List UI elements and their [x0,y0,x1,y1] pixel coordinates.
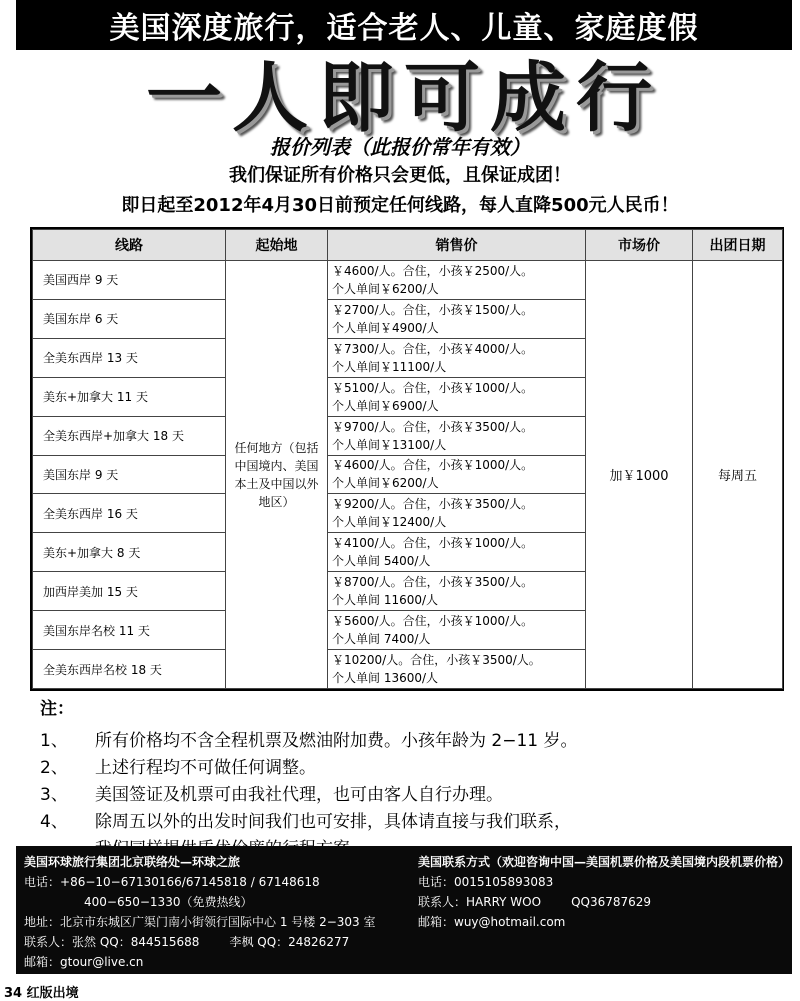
contact-label: 联系人： [418,895,467,909]
price-shared: ￥4600/人。合住，小孩￥1000/人。 [332,458,534,473]
contact-qq: QQ36787629 [571,895,652,909]
price-single: 个人单间￥13100/人 [332,437,447,452]
note-item [40,752,780,779]
note-number: 4、 [40,812,68,832]
contact-person: HARRY WOO [466,895,542,909]
price-shared: ￥9700/人。合住，小孩￥3500/人。 [332,419,534,434]
contact-person-1: 张然 QQ：844515688 [72,935,200,949]
table-row [33,261,783,300]
price-single: 个人单间 13600/人 [332,671,439,686]
route-cell: 全美东西岸+加拿大 18 天 [33,416,226,455]
page-number: 34 [4,986,23,1001]
contact-beijing [24,852,404,972]
banner-title: 美国深度旅行，适合老人、儿童、家庭度假 [109,11,699,46]
phone-value: 0015105893083 [454,875,554,889]
route-cell: 加西岸美加 15 天 [33,572,226,611]
address-label: 地址： [24,915,61,929]
price-shared: ￥10200/人。合住，小孩￥3500/人。 [332,653,541,668]
header-departure: 出团日期 [693,230,783,261]
hotline: 400−650−1330（免费热线） [84,895,253,909]
price-single: 个人单间￥6200/人 [332,281,439,296]
promise-line: 我们保证所有价格只会更低，且保证成团！ [229,165,571,186]
header-price: 销售价 [328,230,586,261]
phone-label: 电话： [418,875,455,889]
phone-label: 电话： [24,875,61,889]
price-shared: ￥4600/人。合住，小孩￥2500/人。 [332,263,534,278]
price-shared: ￥7300/人。合住，小孩￥4000/人。 [332,341,534,356]
notes-heading: 注： [40,699,74,719]
price-cell [328,261,586,300]
departure-cell: 每周五 [693,261,783,689]
note-item [40,806,780,833]
price-shared: ￥5600/人。合住，小孩￥1000/人。 [332,614,534,629]
address-value: 北京市东城区广渠门南小街领行国际中心 1 号楼 2−303 室 [60,915,376,929]
email-label: 邮箱： [418,915,455,929]
price-shared: ￥5100/人。合住，小孩￥1000/人。 [332,380,534,395]
phone-line [418,872,788,892]
note-text: 上述行程均不可做任何调整。 [95,758,316,778]
price-cell [328,611,586,650]
note-text: 所有价格均不含全程机票及燃油附加费。小孩年龄为 2−11 岁。 [95,731,578,751]
price-cell [328,650,586,689]
price-cell [328,299,586,338]
route-cell: 美东+加拿大 8 天 [33,533,226,572]
route-cell: 全美东西岸 13 天 [33,338,226,377]
route-cell: 美国东岸名校 11 天 [33,611,226,650]
price-single: 个人单间 11600/人 [332,593,439,608]
note-number: 2、 [40,758,68,778]
email-link[interactable]: gtour@live.cn [60,955,144,969]
contact-person-line [24,932,404,952]
price-cell [328,494,586,533]
phone-line [24,872,404,892]
price-cell [328,377,586,416]
route-cell: 美国东岸 6 天 [33,299,226,338]
price-single: 个人单间 5400/人 [332,554,431,569]
subtitle: 报价列表（此报价常年有效） [270,135,530,159]
contact-person-2: 李枫 QQ：24826277 [229,935,350,949]
price-table [30,227,784,691]
price-shared: ￥2700/人。合住，小孩￥1500/人。 [332,302,534,317]
market-price-cell: 加￥1000 [586,261,693,689]
contact-usa-heading: 美国联系方式（欢迎咨询中国—美国机票价格及美国境内段机票价格） [418,855,791,869]
header-route: 线路 [33,230,226,261]
note-number: 3、 [40,785,68,805]
email-link[interactable]: wuy@hotmail.com [454,915,566,929]
price-shared: ￥9200/人。合住，小孩￥3500/人。 [332,497,534,512]
email-line [418,912,788,932]
address-line [24,912,404,932]
route-cell: 全美东西岸 16 天 [33,494,226,533]
route-cell: 全美东西岸名校 18 天 [33,650,226,689]
price-single: 个人单间￥11100/人 [332,359,447,374]
price-single: 个人单间￥12400/人 [332,515,447,530]
price-single: 个人单间￥6200/人 [332,476,439,491]
email-line [24,952,404,972]
headline: 一人即可成行 [146,52,662,142]
contact-beijing-heading: 美国环球旅行集团北京联络处—环球之旅 [24,855,241,869]
header-origin: 起始地 [226,230,328,261]
page-footer [4,982,79,1001]
route-cell: 美国西岸 9 天 [33,261,226,300]
table-header-row [33,230,783,261]
contact-panel [16,846,792,974]
contact-usa [418,852,791,932]
email-label: 邮箱： [24,955,61,969]
price-cell [328,572,586,611]
price-cell [328,338,586,377]
header-market-price: 市场价 [586,230,693,261]
contact-label: 联系人： [24,935,73,949]
note-number: 1、 [40,731,68,751]
note-text: 除周五以外的出发时间我们也可安排，具体请直接与我们联系， [95,812,571,832]
note-item [40,779,780,806]
promo-line: 即日起至2012年4月30日前预定任何线路，每人直降500元人民币！ [121,195,679,216]
origin-cell: 任何地方（包括中国境内、美国本土及中国以外地区） [226,261,328,689]
price-shared: ￥4100/人。合住，小孩￥1000/人。 [332,536,534,551]
route-cell: 美东+加拿大 11 天 [33,377,226,416]
price-cell [328,533,586,572]
note-text: 美国签证及机票可由我社代理，也可由客人自行办理。 [95,785,503,805]
route-cell: 美国东岸 9 天 [33,455,226,494]
price-single: 个人单间 7400/人 [332,632,431,647]
price-cell [328,416,586,455]
notes-section [40,694,780,860]
magazine-name: 红版出境 [26,986,79,1001]
price-single: 个人单间￥4900/人 [332,320,439,335]
note-item [40,725,780,752]
contact-person-line [418,892,788,912]
price-cell [328,455,586,494]
phone-value: +86−10−67130166/67145818 / 67148618 [60,875,320,889]
price-single: 个人单间￥6900/人 [332,398,439,413]
price-shared: ￥8700/人。合住，小孩￥3500/人。 [332,575,534,590]
